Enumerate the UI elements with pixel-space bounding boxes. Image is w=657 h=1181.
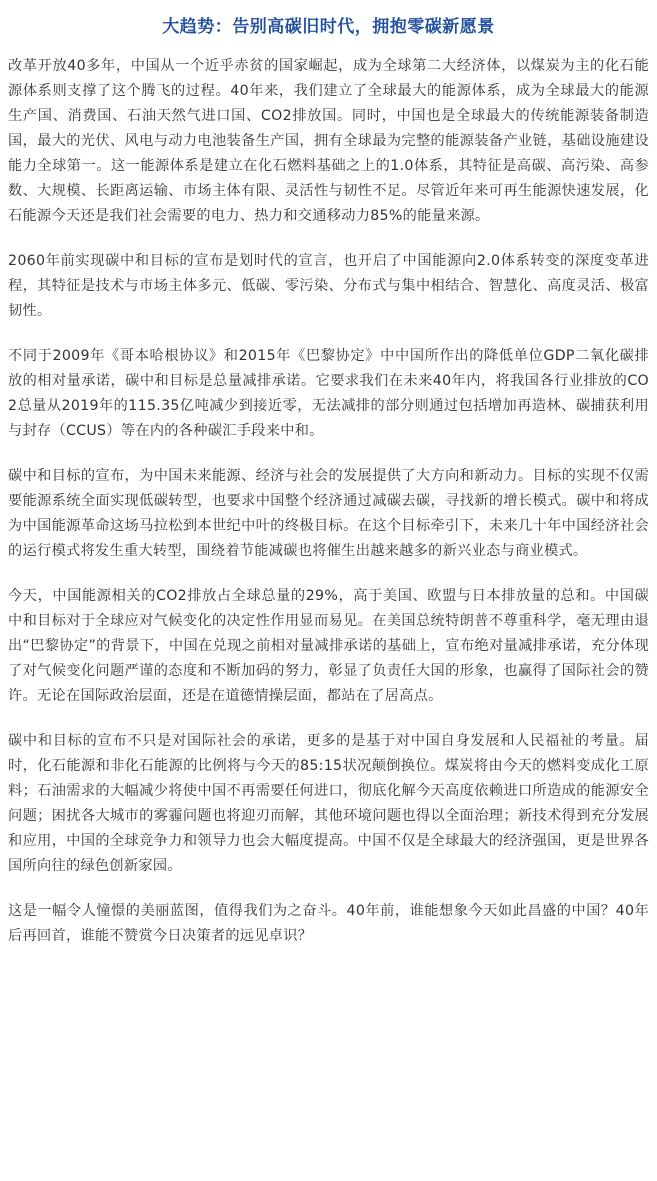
paragraph-7: 这是一幅令人憧憬的美丽蓝图，值得我们为之奋斗。40年前，谁能想象今天如此昌盛的中国？40年后再回首，谁能不赞赏今日决策者的远见卓识？ xyxy=(8,903,649,944)
paragraph-3: 不同于2009年《哥本哈根协议》和2015年《巴黎协定》中中国所作出的降低单位GDP二氧化碳排放的相对量承诺，碳中和目标是总量减排承诺。它要求我们在未来40年内，将我国各行业排放的CO2总量从2019年的115.35亿吨减少到接近零，无法减排的部分则通过包括增加再造林、碳捕获利用与封存（CCUS）等在内的各种碳汇手段来中和。 xyxy=(8,348,649,439)
paragraph-1: 改革开放40多年，中国从一个近乎赤贫的国家崛起，成为全球第二大经济体，以煤炭为主的化石能源体系则支撑了这个腾飞的过程。40年来，我们建立了全球最大的能源体系，成为全球最大的能源生产国、消费国、石油天然气进口国、CO2排放国。同时，中国也是全球最大的传统能源装备制造国，最大的光伏、风电与动力电池装备生产国，拥有全球最为完整的能源装备产业链，基础设施建设能力全球第一。这一能源体系是建立在化石燃料基础之上的1.0体系，其特征是高碳、高污染、高参数、大规模、长距离运输、市场主体有限、灵活性与韧性不足。尽管近年来可再生能源快速发展，化石能源今天还是我们社会需要的电力、热力和交通移动力85%的能量来源。 xyxy=(8,58,649,224)
paragraph-4: 碳中和目标的宣布，为中国未来能源、经济与社会的发展提供了大方向和新动力。目标的实现不仅需要能源系统全面实现低碳转型，也要求中国整个经济通过减碳去碳，寻找新的增长模式。碳中和将成为中国能源革命这场马拉松到本世纪中叶的终极目标。在这个目标牵引下，未来几十年中国经济社会的运行模式将发生重大转型，围绕着节能减碳也将催生出越来越多的新兴业态与商业模式。 xyxy=(8,468,649,559)
paragraph-6: 碳中和目标的宣布不只是对国际社会的承诺，更多的是基于对中国自身发展和人民福祉的考量。届时，化石能源和非化石能源的比例将与今天的85:15状况颠倒换位。煤炭将由今天的燃料变成化工原料；石油需求的大幅减少将使中国不再需要任何进口，彻底化解今天高度依赖进口所造成的能源安全问题；困扰各大城市的雾霾问题也将迎刃而解，其他环境问题也得以全面治理；新技术得到充分发展和应用，中国的全球竞争力和领导力也会大幅度提高。中国不仅是全球最大的经济强国，更是世界各国所向往的绿色创新家园。 xyxy=(8,733,649,874)
paragraph-5: 今天，中国能源相关的CO2排放占全球总量的29%，高于美国、欧盟与日本排放量的总和。中国碳中和目标对于全球应对气候变化的决定性作用显而易见。在美国总统特朗普不尊重科学，毫无理由退出“巴黎协定”的背景下，中国在兑现之前相对量减排承诺的基础上，宣布绝对量减排承诺，充分体现了对气候变化问题严谨的态度和不断加码的努力，彰显了负责任大国的形象，也赢得了国际社会的赞许。无论在国际政治层面，还是在道德情操层面，都站在了居高点。 xyxy=(8,588,649,704)
paragraph-2: 2060年前实现碳中和目标的宣布是划时代的宣言，也开启了中国能源向2.0体系转变的深度变革进程，其特征是技术与市场主体多元、低碳、零污染、分布式与集中相结合、智慧化、高度灵活、极富韧性。 xyxy=(8,253,649,319)
article-title: 大趋势：告别高碳旧时代，拥抱零碳新愿景 xyxy=(162,17,495,37)
